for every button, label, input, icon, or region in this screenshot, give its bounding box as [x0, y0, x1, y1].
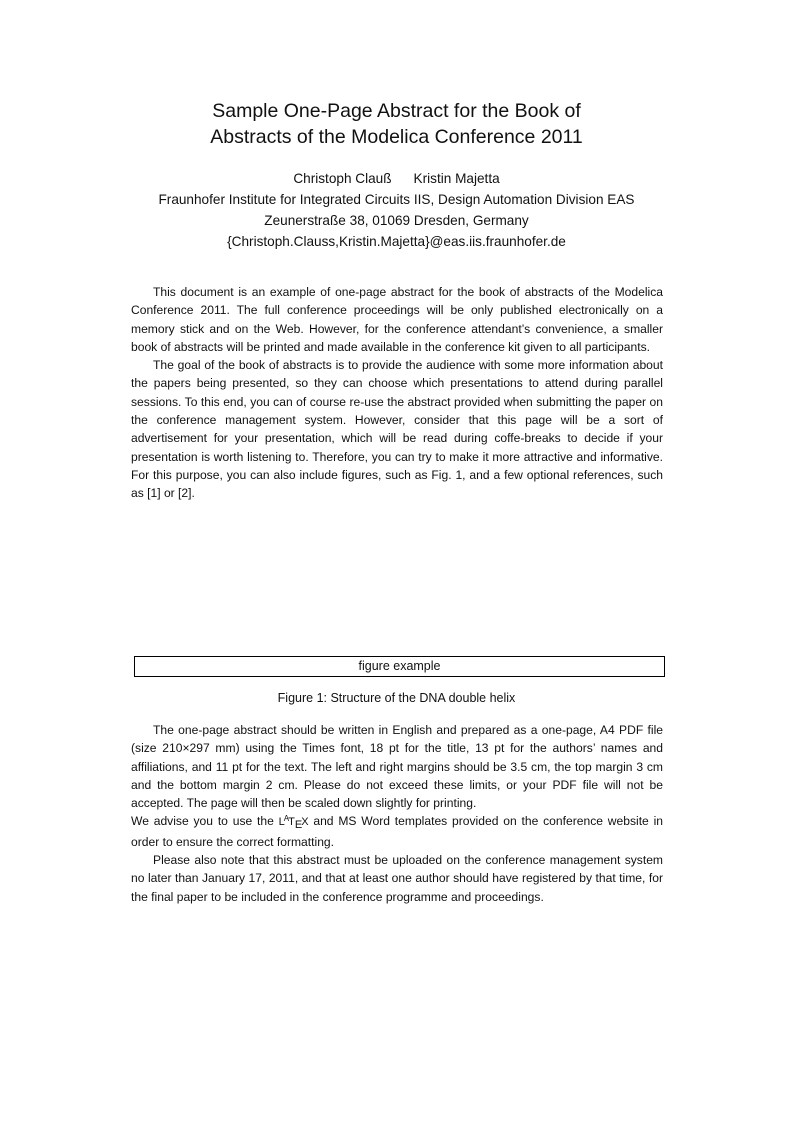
paragraph-4 [131, 812, 663, 851]
latex-logo: $L^AT_EX$ [278, 814, 309, 832]
email: {Christoph.Clauss,Kristin.Majetta}@eas.iis.fraunhofer.de [227, 234, 566, 249]
paper-title [0, 98, 793, 150]
paragraph-4-end: and MS Word templates provided on the conference website in order to ensure the correct formatting. [131, 814, 664, 849]
address: Zeunerstraße 38, 01069 Dresden, Germany [264, 213, 529, 228]
body-text-lower [131, 721, 663, 906]
paragraph-4-start: We advise you to use the [131, 814, 279, 829]
title-line-2: Abstracts of the Modelica Conference 2011 [210, 126, 583, 148]
author-name-2: Kristin Majetta [413, 171, 500, 186]
paragraph-2: The goal of the book of abstracts is to provide the audience with some more information about the papers being presented, so they can choose which presentations to attend during parallel sessions. To this end, you can of course re-use the abstract provided when submitting the paper on the conference management system. However, consider that this page will be a sort of advertisement for your presentation, which will be read during coffe-breaks to decide if your presentation is worth listening to. Therefore, you can try to make it more attractive and informative. For this purpose, you can also include figures, such as Fig. 1, and a few optional references, such as [1] or [2]. [131, 358, 663, 501]
paragraph-1: This document is an example of one-page abstract for the book of abstracts of the Modelica Conference 2011. The full conference proceedings will be only published electronically on a memory stick and on the Web. However, for the conference attendant’s convenience, a smaller book of abstracts will be printed and made available in the conference kit given to all participants. [131, 285, 663, 354]
affiliation: Fraunhofer Institute for Integrated Circuits IIS, Design Automation Division EAS [158, 192, 635, 207]
paragraph-5: Please also note that this abstract must be uploaded on the conference management system no later than January 17, 2011, and that at least one author should have registered by that time, for the final paper to be included in the conference programme and proceedings. [131, 853, 663, 904]
figure-caption: Figure 1: Structure of the DNA double helix [277, 691, 516, 705]
paragraph-3: The one-page abstract should be written in English and prepared as a one-page, A4 PDF file (size 210×297 mm) using the Times font, 18 pt for the title, 13 pt for the authors’ names and affiliations, and 11 pt for the text. The left and right margins should be 3.5 cm, the top margin 3 cm and the bottom margin 2 cm. Please do not exceed these limits, or your PDF file will not be accepted. The page will then be scaled down slightly for printing. [131, 723, 663, 811]
title-line-1: Sample One-Page Abstract for the Book of [212, 100, 581, 122]
author-names [0, 168, 793, 189]
author-name-1: Christoph Clauß [293, 171, 392, 186]
author-block [0, 168, 793, 252]
body-text-upper [131, 283, 663, 503]
figure-placeholder: figure example [134, 656, 665, 677]
